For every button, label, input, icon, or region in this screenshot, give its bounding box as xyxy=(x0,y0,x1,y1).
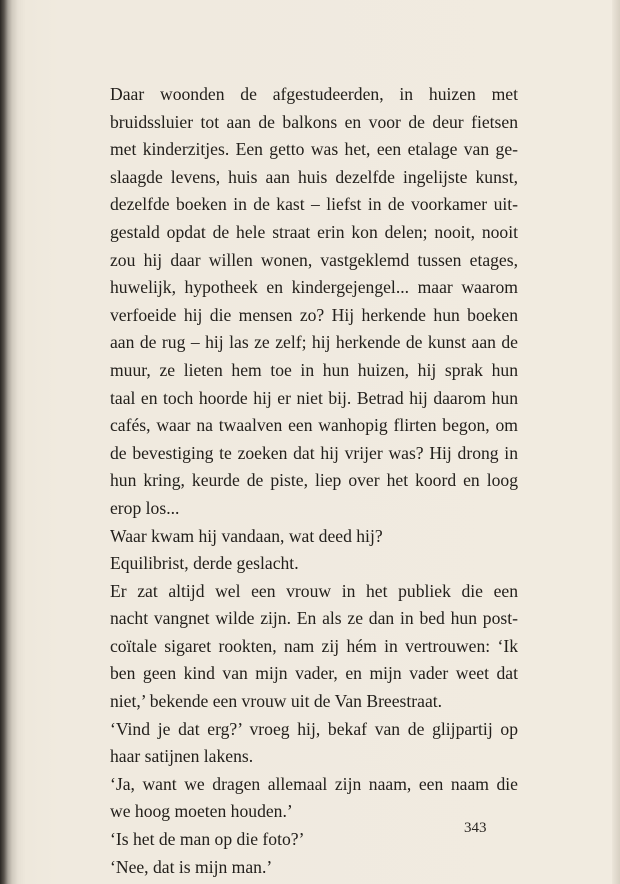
text-line: coïtale sigaret rookten, nam zij hém in vertrouwen: ‘Ik xyxy=(110,635,518,656)
text-line: zou hij daar willen wonen, vastgeklemd tussen etages, xyxy=(110,249,518,270)
page-number: 343 xyxy=(464,820,487,836)
text-line: Waar kwam hij vandaan, wat deed hij? xyxy=(110,525,383,546)
text-line: huwelijk, hypotheek en kindergejengel... maar waarom xyxy=(110,277,518,298)
body-text xyxy=(110,81,518,881)
text-line: Equilibrist, derde geslacht. xyxy=(110,553,299,574)
text-line: muur, ze lieten hem toe in hun huizen, hij sprak hun xyxy=(110,359,518,380)
text-line: Daar woonden de afgestudeerden, in huizen met xyxy=(110,84,518,104)
text-line: bruidssluier tot aan de balkons en voor de deur fietsen xyxy=(110,111,518,132)
text-line: haar satijnen lakens. xyxy=(110,746,254,767)
text-line: ‘Is het de man op die foto?’ xyxy=(110,829,305,850)
text-line: niet,’ bekende een vrouw uit de Van Breestraat. xyxy=(110,691,443,712)
text-line: de bevestiging te zoeken dat hij vrijer was? Hij drong in xyxy=(110,442,518,463)
text-line: taal en toch hoorde hij er niet bij. Betrad hij daarom hun xyxy=(110,387,518,408)
text-line: hun kring, keurde de piste, liep over het koord en loog xyxy=(110,470,518,491)
text-line: verfoeide hij die mensen zo? Hij herkende hun boeken xyxy=(110,304,518,325)
text-line: aan de rug – hij las ze zelf; hij herkende de kunst aan de xyxy=(110,332,518,353)
text-line: ‘Ja, want we dragen allemaal zijn naam, een naam die xyxy=(110,773,518,794)
text-line: we hoog moeten houden.’ xyxy=(110,801,293,822)
text-line: nacht vangnet wilde zijn. En als ze dan in bed hun post- xyxy=(110,608,518,629)
text-line: ‘Nee, dat is mijn man.’ xyxy=(110,856,273,877)
text-line: Er zat altijd wel een vrouw in het publiek die een xyxy=(110,580,518,601)
text-line: dezelfde boeken in de kast – liefst in de voorkamer uit- xyxy=(110,194,518,215)
text-line: met kinderzitjes. Een getto was het, een etalage van ge- xyxy=(110,139,518,160)
text-line: gestald opdat de hele straat erin kon delen; nooit, nooit xyxy=(110,221,518,242)
text-line: ‘Vind je dat erg?’ vroeg hij, bekaf van de glijpartij op xyxy=(110,718,518,739)
text-line: cafés, waar na twaalven een wanhopig flirten begon, om xyxy=(110,415,518,436)
text-line: slaagde levens, huis aan huis dezelfde ingelijste kunst, xyxy=(110,166,518,187)
page-edge xyxy=(612,0,620,884)
text-line: ben geen kind van mijn vader, en mijn vader weet dat xyxy=(110,663,518,684)
text-line: erop los... xyxy=(110,497,180,518)
